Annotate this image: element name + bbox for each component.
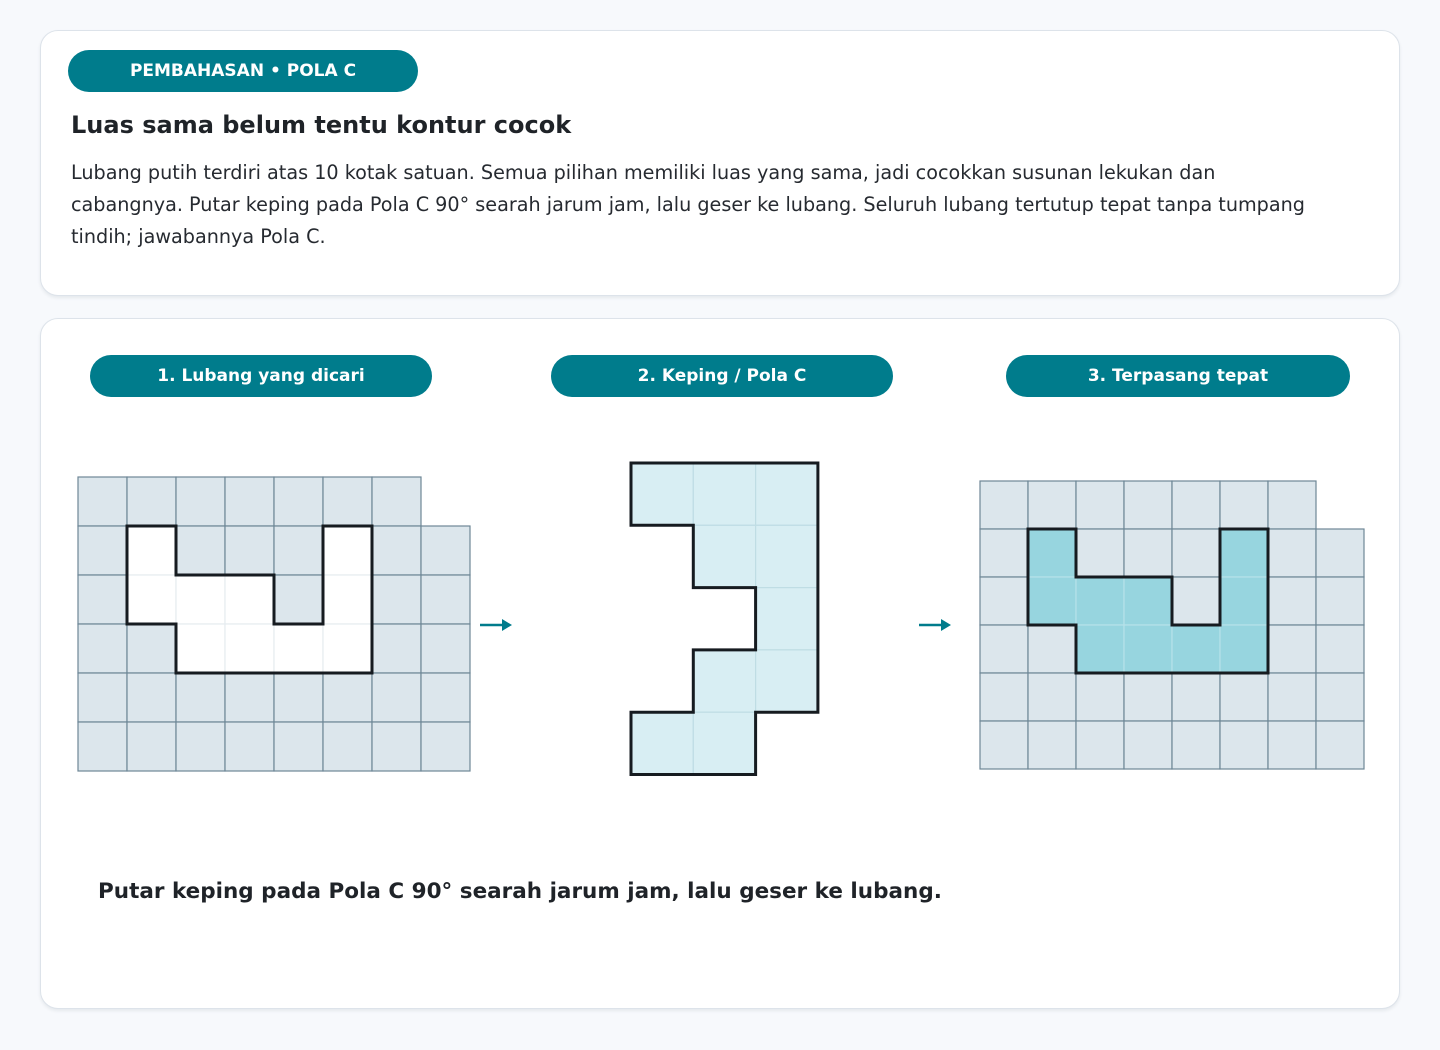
panel3-board-cell	[1172, 481, 1220, 529]
section-badge: PEMBAHASAN • POLA C	[68, 50, 418, 92]
piece-cell	[756, 525, 818, 587]
piece-c	[631, 463, 818, 775]
panel1-board-cell	[78, 526, 127, 575]
panel3-hole-cell	[1124, 577, 1172, 625]
panel1-board-cell	[176, 477, 225, 526]
panel1-board-cell	[176, 673, 225, 722]
panel3-board-cell	[1172, 577, 1220, 625]
panel1-hole-cell	[225, 575, 274, 624]
panel1-board-cell	[274, 526, 323, 575]
step-label-fitted: 3. Terpasang tepat	[1006, 355, 1350, 397]
instruction-text: Putar keping pada Pola C 90° searah jarum jam, lalu geser ke lubang.	[98, 879, 942, 904]
piece-cell	[693, 525, 755, 587]
panel3-board-cell	[1220, 721, 1268, 769]
panel3-hole-cell	[1220, 529, 1268, 577]
panel1-board-cell	[323, 477, 372, 526]
panel3-board-cell	[1028, 721, 1076, 769]
panel3-board-cell	[980, 481, 1028, 529]
panel3-board-cell	[1028, 481, 1076, 529]
piece-cell	[756, 650, 818, 712]
panel3-board-cell	[1076, 673, 1124, 721]
panel3-board-cell	[1076, 481, 1124, 529]
panel1-board-cell	[78, 575, 127, 624]
piece-cell	[693, 712, 755, 774]
piece-cell	[631, 712, 693, 774]
panel3-board-cell	[1028, 673, 1076, 721]
panel1-board-cell	[127, 477, 176, 526]
arrow-head	[941, 619, 951, 631]
panel1-board-cell	[176, 722, 225, 771]
panel3-board-cell	[1028, 625, 1076, 673]
panel1-board-cell	[372, 477, 421, 526]
panel1-board-cell	[78, 722, 127, 771]
panel3-board-cell	[1124, 481, 1172, 529]
panel3-board-cell	[1172, 529, 1220, 577]
panel3-board-cell	[980, 529, 1028, 577]
panel1-board-cell	[323, 722, 372, 771]
panel1-board-cell	[323, 673, 372, 722]
panel3-hole-cell	[1028, 577, 1076, 625]
piece-cell	[756, 588, 818, 650]
panel3-board-cell	[1268, 625, 1316, 673]
panel3-board-cell	[1268, 721, 1316, 769]
panel3-board-cell	[1172, 721, 1220, 769]
panel1-board-cell	[372, 575, 421, 624]
panel1-board-cell	[176, 526, 225, 575]
page-title: Luas sama belum tentu kontur cocok	[71, 111, 572, 139]
panel3-board-cell	[1124, 529, 1172, 577]
panel1-board-cell	[225, 673, 274, 722]
panel1-hole-cell	[323, 575, 372, 624]
panel1-board-cell	[274, 575, 323, 624]
panel3-board-cell	[1220, 481, 1268, 529]
step-label-hole: 1. Lubang yang dicari	[90, 355, 432, 397]
panel1-board-cell	[127, 624, 176, 673]
panel3-board-cell	[1076, 721, 1124, 769]
panel3-board-cell	[1316, 529, 1364, 577]
panel3-board-cell	[980, 577, 1028, 625]
panel1-board-cell	[372, 673, 421, 722]
panel1-board-cell	[372, 624, 421, 673]
panel3-hole-cell	[1220, 625, 1268, 673]
panel3-hole-cell	[1124, 625, 1172, 673]
panel1-hole-cell	[176, 624, 225, 673]
piece-cell	[693, 463, 755, 525]
panel1-hole-cell	[323, 526, 372, 575]
panel1-board-cell	[421, 722, 470, 771]
step-label-piece: 2. Keping / Pola C	[551, 355, 893, 397]
panel1-board-cell	[78, 477, 127, 526]
panel1-board-cell	[225, 477, 274, 526]
piece-cell	[693, 650, 755, 712]
panel3-hole-cell	[1028, 529, 1076, 577]
panel3-board-cell	[980, 673, 1028, 721]
panel1-board-cell	[274, 477, 323, 526]
panel3-board-cell	[1220, 673, 1268, 721]
panel3-hole-cell	[1172, 625, 1220, 673]
piece-cell	[631, 463, 693, 525]
panel1-hole-cell	[127, 526, 176, 575]
piece-cell	[756, 463, 818, 525]
panel1-board-cell	[372, 526, 421, 575]
panel3-board-cell	[1268, 577, 1316, 625]
panel1-board-cell	[421, 575, 470, 624]
panel1-board-cell	[421, 526, 470, 575]
panel1-board-cell	[372, 722, 421, 771]
panel1-hole-cell	[127, 575, 176, 624]
panel1-board-cell	[274, 673, 323, 722]
panel3-board-cell	[1124, 721, 1172, 769]
panel3-board-cell	[1076, 529, 1124, 577]
panel1-board-cell	[78, 673, 127, 722]
panel1-board-cell	[421, 673, 470, 722]
arrow-head	[502, 619, 512, 631]
panel1-board-cell	[225, 722, 274, 771]
panel3-board-cell	[1268, 529, 1316, 577]
arrow-right-icon	[919, 619, 951, 631]
panel3-board-cell	[1316, 673, 1364, 721]
panel3-hole-cell	[1220, 577, 1268, 625]
panel3-board-cell	[1316, 577, 1364, 625]
panel3-board-cell	[980, 625, 1028, 673]
panel1-board-cell	[78, 624, 127, 673]
panel1-board-cell	[225, 526, 274, 575]
panel3-board-cell	[980, 721, 1028, 769]
panel3-board-cell	[1316, 625, 1364, 673]
panel3-board-cell	[1268, 673, 1316, 721]
panel3-board-cell	[1124, 673, 1172, 721]
panel1-hole-cell	[225, 624, 274, 673]
panel3-board-cell	[1316, 721, 1364, 769]
explanation-text: Lubang putih terdiri atas 10 kotak satuan. Semua pilihan memiliki luas yang sama, jadi cocokkan susunan lekukan dan cabangnya. Putar keping pada Pola C 90° searah jarum jam, lalu geser ke lubang. Seluruh lubang tertutup tepat tanpa tumpang tindih; jawabannya Pola C.	[71, 161, 1305, 248]
panel1-hole-cell	[323, 624, 372, 673]
panel3-hole-cell	[1076, 625, 1124, 673]
panel1-board-cell	[127, 722, 176, 771]
panel1-board-cell	[274, 722, 323, 771]
panel3-board-cell	[1268, 481, 1316, 529]
panel1-board-cell	[421, 624, 470, 673]
panel1-board-cell	[127, 673, 176, 722]
panel3-hole-cell	[1076, 577, 1124, 625]
panel1-hole-cell	[176, 575, 225, 624]
panel1-hole-cell	[274, 624, 323, 673]
panel3-board-cell	[1172, 673, 1220, 721]
arrow-right-icon	[480, 619, 512, 631]
